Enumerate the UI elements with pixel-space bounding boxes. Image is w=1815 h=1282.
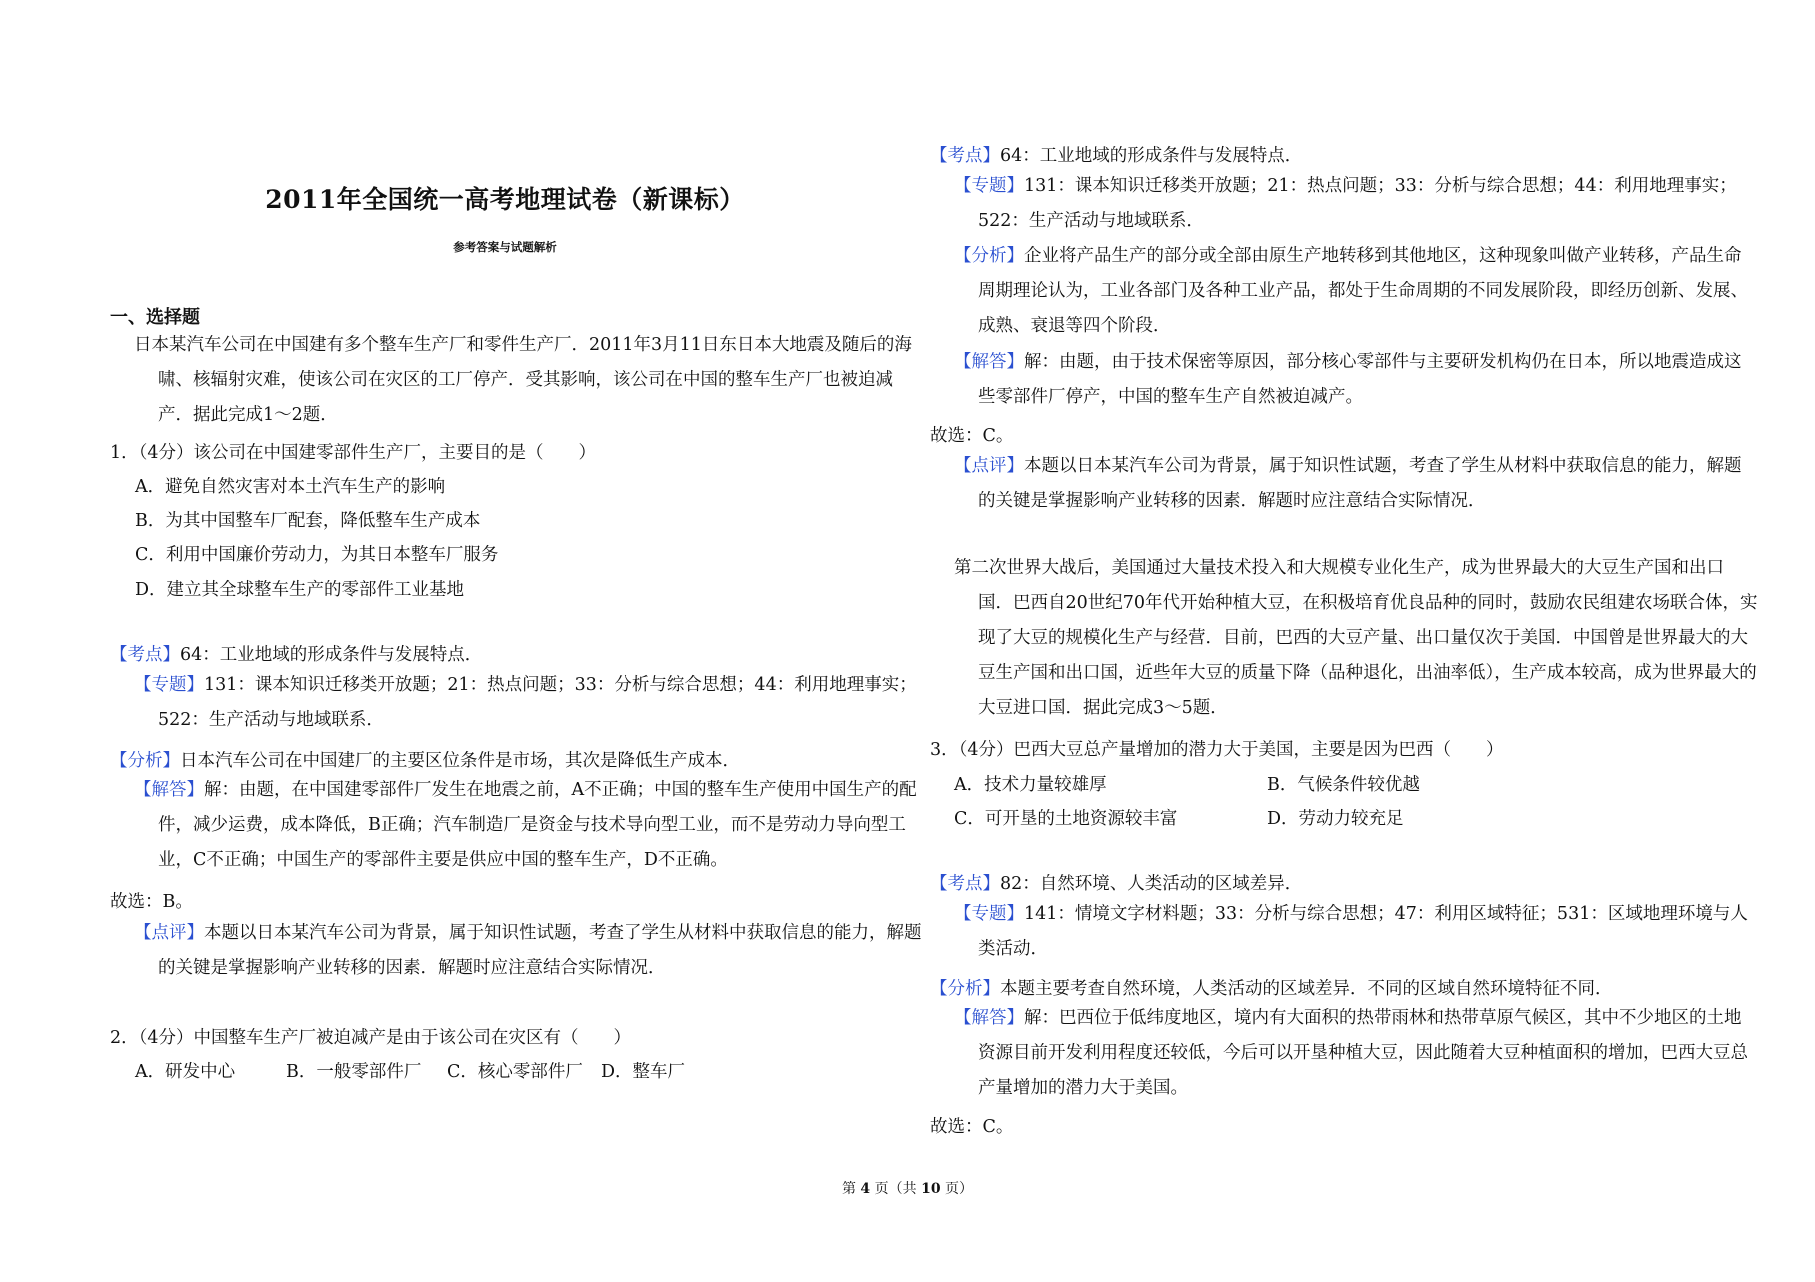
question-3-option-a: A．技术力量较雄厚 bbox=[954, 775, 1107, 795]
zhuanti-tag: 【专题】 bbox=[134, 675, 204, 695]
answer-1-kaodian: 【考点】64：工业地域的形成条件与发展特点． bbox=[110, 645, 483, 665]
jieda-tag: 【解答】 bbox=[134, 780, 204, 800]
intro-passage-2: 第二次世界大战后，美国通过大量技术投入和大规模专业化生产，成为世界最大的大豆生产国和出口国．巴西自20世纪70年代开始种植大豆，在积极培育优良品种的同时，鼓励农民组建农场联合体，实现了大豆的规模化生产与经营．目前，巴西的大豆产量、出口量仅次于美国．中国曾是世界最大的大豆生产国和出口国，近些年大豆的质量下降（品种退化，出油率低），生产成本较高，成为世界最大的大豆进口国．据此完成3～5题． bbox=[954, 558, 1758, 718]
kaodian-tag: 【考点】 bbox=[930, 146, 1000, 166]
page-total: 10 bbox=[921, 1181, 941, 1197]
section-heading: 一、选择题 bbox=[110, 307, 200, 328]
fenxi-tag: 【分析】 bbox=[954, 246, 1024, 266]
question-1-stem: 1．（4分）该公司在中国建零部件生产厂，主要目的是（ ） bbox=[110, 443, 597, 463]
question-3-option-b: B．气候条件较优越 bbox=[1267, 775, 1420, 795]
answer-2-zhuanti: 【专题】131：课本知识迁移类开放题；21：热点问题；33：分析与综合思想；44：利用地理事实；522：生产活动与地域联系． bbox=[954, 176, 1737, 231]
zhuanti-tag: 【专题】 bbox=[954, 904, 1024, 924]
question-2-stem: 2．（4分）中国整车生产厂被迫减产是由于该公司在灾区有（ ） bbox=[110, 1028, 632, 1048]
question-3-option-c: C．可开垦的土地资源较丰富 bbox=[954, 809, 1178, 829]
fenxi-tag: 【分析】 bbox=[930, 979, 1000, 999]
answer-1-jieda: 【解答】解：由题，在中国建零部件厂发生在地震之前，A不正确；中国的整车生产使用中国生产的配件，减少运费，成本降低，B正确；汽车制造厂是资金与技术导向型工业，而不是劳动力导向型工业，C不正确；中国生产的零部件主要是供应中国的整车生产，D不正确。 bbox=[134, 780, 917, 870]
page-footer: 第 4 页（共 10 页） bbox=[841, 1181, 974, 1197]
dianping-tag: 【点评】 bbox=[954, 456, 1024, 476]
question-1-option-a: A．避免自然灾害对本土汽车生产的影响 bbox=[135, 477, 446, 497]
fenxi-tag: 【分析】 bbox=[110, 751, 180, 771]
answer-3-choice: 故选：C。 bbox=[930, 1117, 1014, 1137]
answer-3-jieda: 【解答】解：巴西位于低纬度地区，境内有大面积的热带雨林和热带草原气候区，其中不少地区的土地资源目前开发利用程度还较低，今后可以开垦种植大豆，因此随着大豆种植面积的增加，巴西大豆总产量增加的潜力大于美国。 bbox=[954, 1008, 1748, 1098]
kaodian-tag: 【考点】 bbox=[930, 874, 1000, 894]
answer-2-choice: 故选：C。 bbox=[930, 426, 1014, 446]
question-3-option-d: D．劳动力较充足 bbox=[1267, 809, 1404, 829]
dianping-tag: 【点评】 bbox=[134, 923, 204, 943]
page-subtitle: 参考答案与试题解析 bbox=[453, 240, 557, 254]
question-1-option-b: B．为其中国整车厂配套，降低整车生产成本 bbox=[135, 511, 481, 531]
answer-2-dianping: 【点评】本题以日本某汽车公司为背景，属于知识性试题，考查了学生从材料中获取信息的能力，解题的关键是掌握影响产业转移的因素．解题时应注意结合实际情况． bbox=[954, 456, 1742, 511]
intro-passage-1: 日本某汽车公司在中国建有多个整车生产厂和零件生产厂．2011年3月11日东日本大地震及随后的海啸、核辐射灾难，使该公司在灾区的工厂停产．受其影响，该公司在中国的整车生产厂也被迫减产．据此完成1～2题． bbox=[134, 335, 912, 425]
answer-3-fenxi: 【分析】本题主要考查自然环境，人类活动的区域差异．不同的区域自然环境特征不同． bbox=[930, 979, 1613, 999]
question-3-stem: 3．（4分）巴西大豆总产量增加的潜力大于美国，主要是因为巴西（ ） bbox=[930, 740, 1504, 760]
jieda-tag: 【解答】 bbox=[954, 352, 1024, 372]
zhuanti-tag: 【专题】 bbox=[954, 176, 1024, 196]
jieda-tag: 【解答】 bbox=[954, 1008, 1024, 1028]
answer-1-choice: 故选：B。 bbox=[110, 892, 193, 912]
answer-3-zhuanti: 【专题】141：情境文字材料题；33：分析与综合思想；47：利用区域特征；531：区域地理环境与人类活动． bbox=[954, 904, 1748, 959]
answer-2-jieda: 【解答】解：由题，由于技术保密等原因，部分核心零部件与主要研发机构仍在日本，所以地震造成这些零部件厂停产，中国的整车生产自然被迫减产。 bbox=[954, 352, 1742, 407]
answer-1-dianping: 【点评】本题以日本某汽车公司为背景，属于知识性试题，考查了学生从材料中获取信息的能力，解题的关键是掌握影响产业转移的因素．解题时应注意结合实际情况． bbox=[134, 923, 922, 978]
question-2-option-c: C．核心零部件厂 bbox=[447, 1062, 583, 1082]
question-1-option-d: D．建立其全球整车生产的零部件工业基地 bbox=[135, 580, 465, 600]
answer-1-fenxi: 【分析】日本汽车公司在中国建厂的主要区位条件是市场，其次是降低生产成本． bbox=[110, 751, 740, 771]
question-2-option-a: A．研发中心 bbox=[135, 1062, 236, 1082]
answer-1-zhuanti: 【专题】131：课本知识迁移类开放题；21：热点问题；33：分析与综合思想；44：利用地理事实；522：生产活动与地域联系． bbox=[134, 675, 917, 730]
kaodian-tag: 【考点】 bbox=[110, 645, 180, 665]
question-2-option-d: D．整车厂 bbox=[601, 1062, 686, 1082]
answer-3-kaodian: 【考点】82：自然环境、人类活动的区域差异． bbox=[930, 874, 1303, 894]
page-title: 2011年全国统一高考地理试卷（新课标） bbox=[265, 185, 745, 214]
question-2-option-b: B．一般零部件厂 bbox=[286, 1062, 422, 1082]
page-number: 4 bbox=[860, 1181, 871, 1197]
answer-2-kaodian: 【考点】64：工业地域的形成条件与发展特点． bbox=[930, 146, 1303, 166]
question-1-option-c: C．利用中国廉价劳动力，为其日本整车厂服务 bbox=[135, 545, 499, 565]
answer-2-fenxi: 【分析】企业将产品生产的部分或全部由原生产地转移到其他地区，这种现象叫做产业转移，产品生命周期理论认为，工业各部门及各种工业产品，都处于生命周期的不同发展阶段，即经历创新、发展、成熟、衰退等四个阶段． bbox=[954, 246, 1748, 336]
